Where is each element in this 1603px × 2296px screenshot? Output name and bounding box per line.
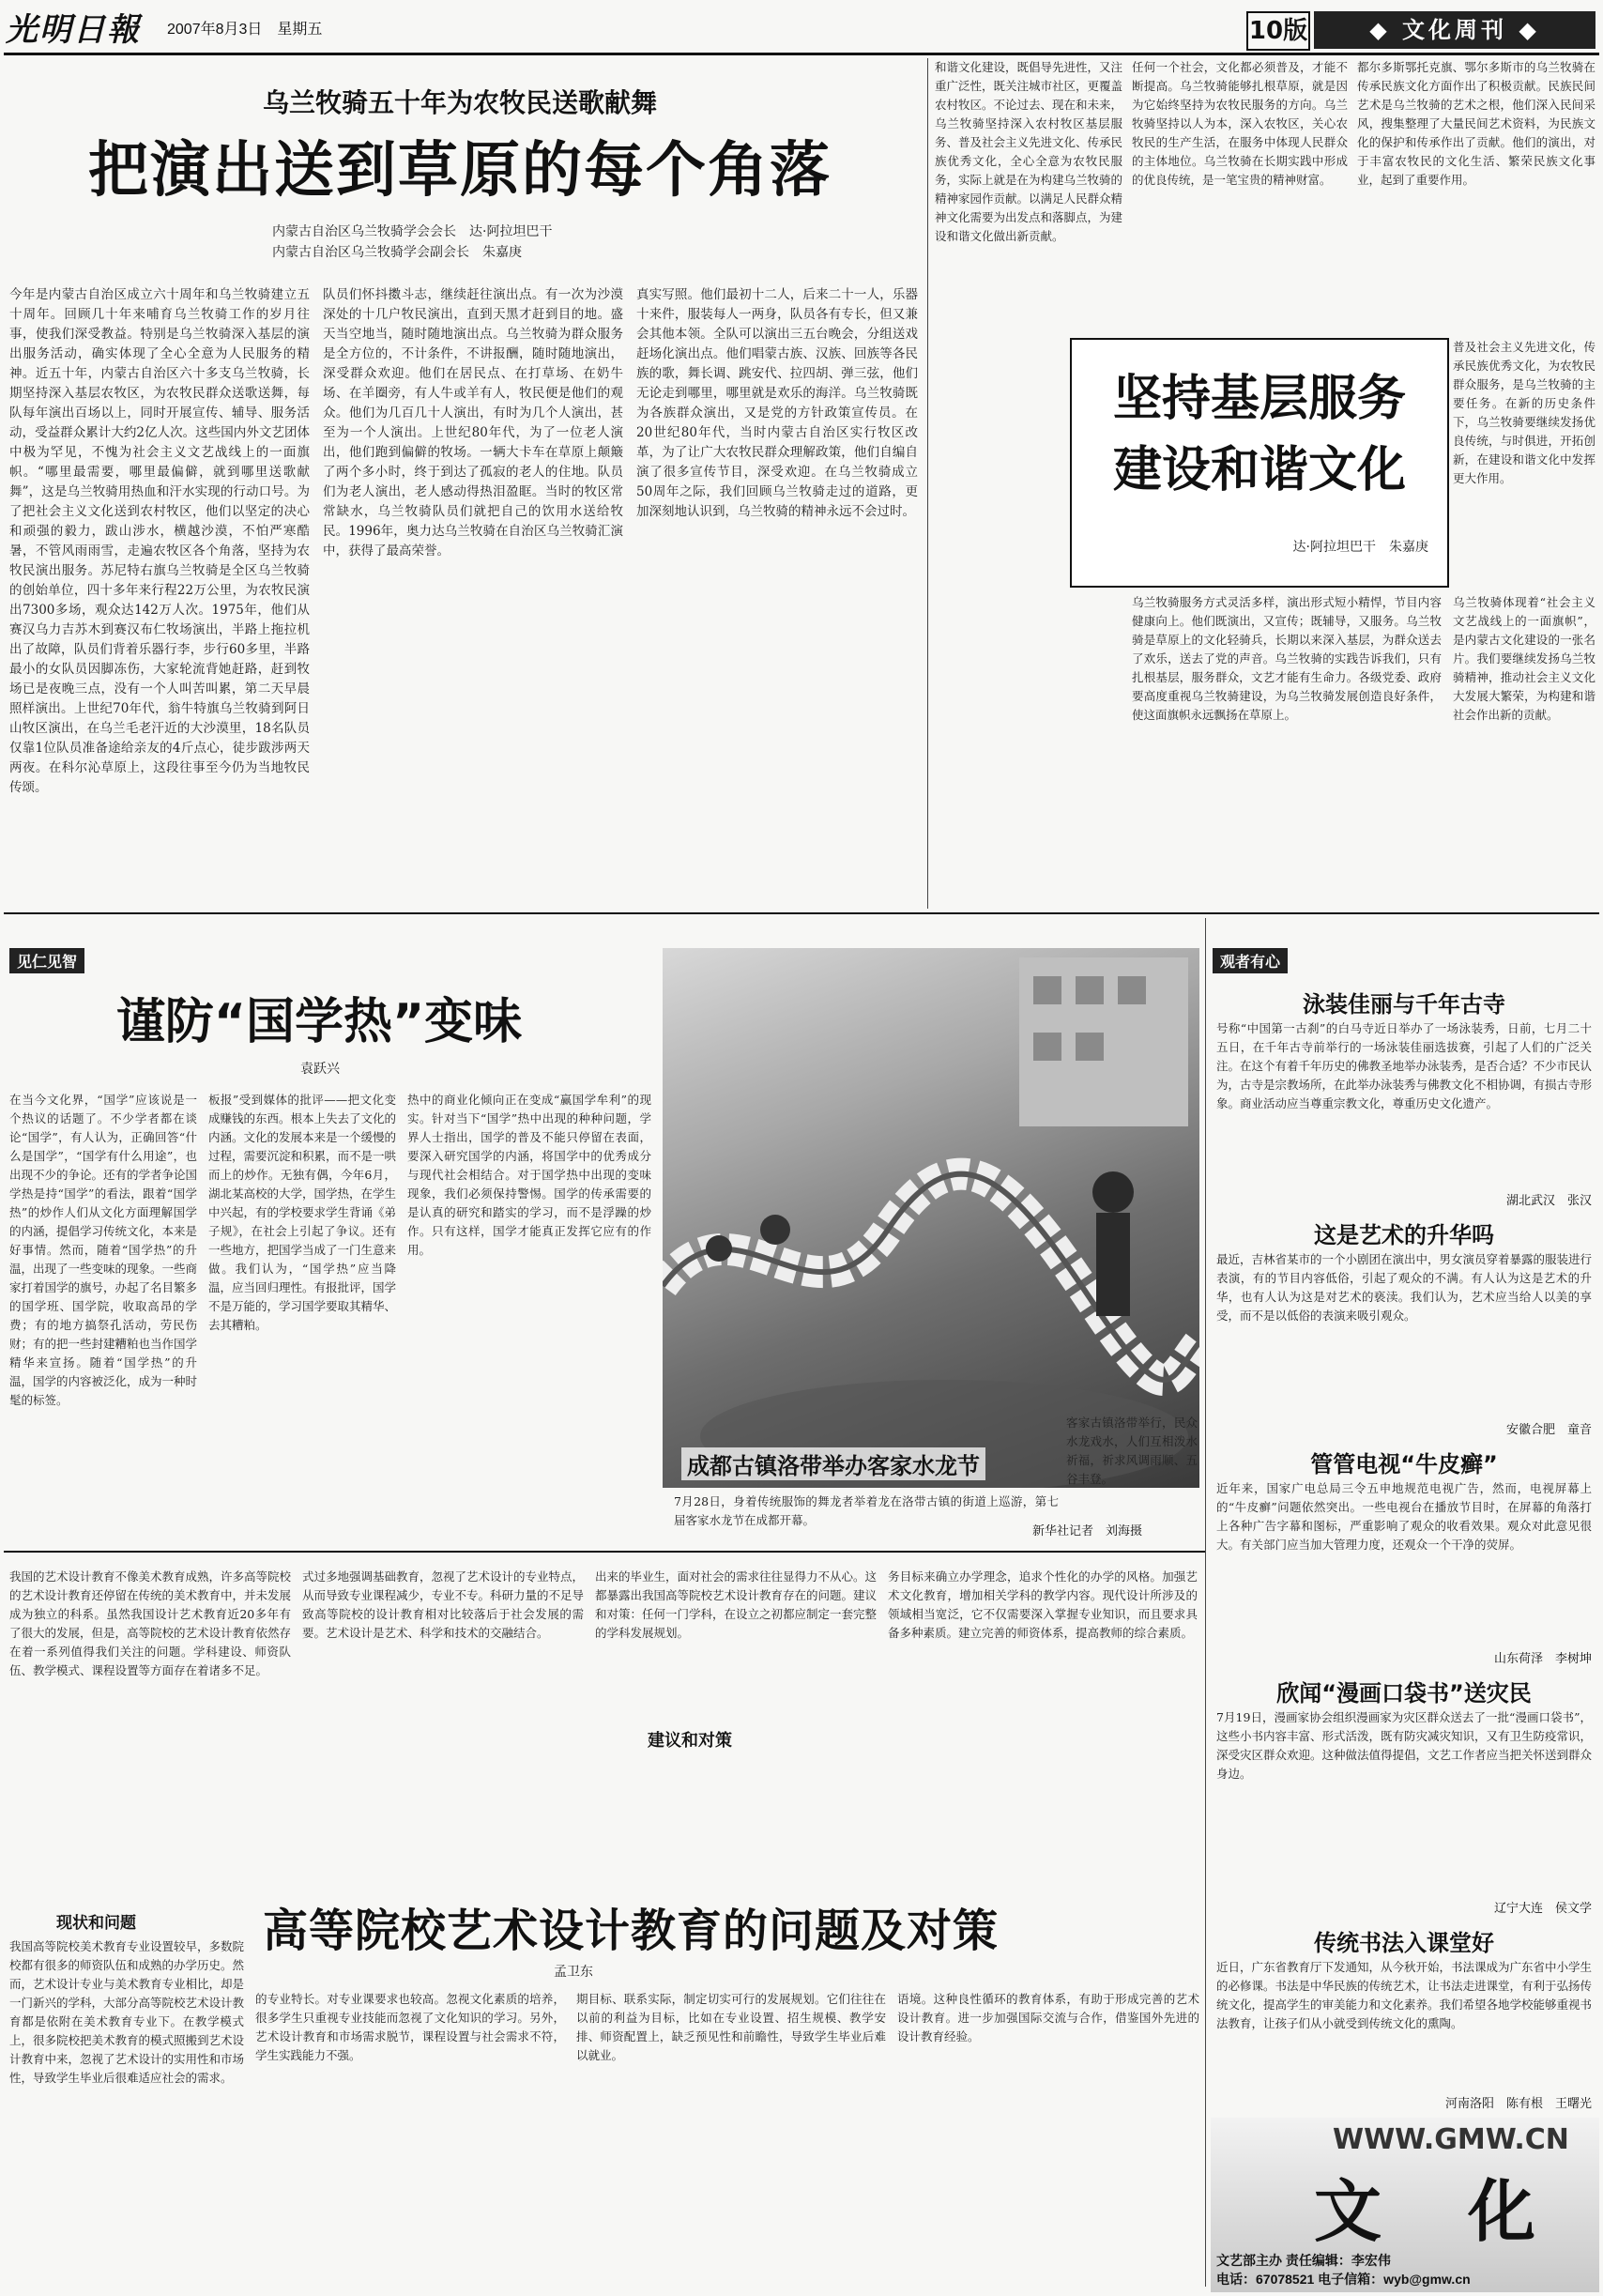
photo-caption-right: 客家古镇洛带举行，民众水龙戏水，人们互相泼水祈福，祈求风调雨顺、五谷丰登。 (1066, 1416, 1198, 1486)
letter-title-2: 这是艺术的升华吗 (1314, 1222, 1494, 1248)
letter-title-4: 欣闻“漫画口袋书”送灾民 (1276, 1680, 1532, 1707)
letter-body-1: 号称“中国第一古刹”的白马寺近日举办了一场泳装秀，日前，七月二十五日，在千年古寺前举行的一场泳装佳丽选拔赛，引起了人们的广泛关注。在这个有着千年历史的佛教圣地举办泳装秀，是否合适？不少市民认为，古寺是宗教场所，在此举办泳装秀与佛教文化不相协调，有损古寺形象。商业活动应当尊重宗教文化，尊重历史文化遗产。 (1216, 1021, 1592, 1110)
right-top-col5: 乌兰牧骑服务方式灵活多样，演出形式短小精悍，节目内容健康向上。他们既演出，又宣传；既辅导，又服务。乌兰牧骑是草原上的文化轻骑兵，长期以来深入基层，为群众送去了欢乐，送去了党的声音。乌兰牧骑的实践告诉我们，只有扎根基层，服务群众，文艺才能有生命力。各级党委、政府要高度重视乌兰牧骑建设，为乌兰牧骑发展创造良好条件，使这面旗帜永远飘扬在草原上。 (1132, 595, 1442, 722)
header-rule (4, 53, 1599, 55)
contact-line: 电话：67078521 电子信箱：wyb@gmw.cn (1216, 2272, 1471, 2287)
diamond-icon: ◆ (1507, 17, 1540, 43)
feature-box (1070, 338, 1449, 588)
bottom-author: 孟卫东 (554, 1965, 593, 1980)
column-author: 袁跃兴 (300, 1062, 340, 1077)
bottom-subhead-2: 建议和对策 (648, 1731, 732, 1751)
bottom-body-6: 的专业特长。对专业课要求也较高。忽视文化素质的培养，很多学生只重视专业技能而忽视了文化知识的学习。另外，艺术设计教育和市场需求脱节，课程设置与社会需求不符，学生实践能力不强。 (255, 1992, 565, 2062)
issue-date: 2007年8月3日 星期五 (167, 22, 323, 38)
section-name: 文化周刊 (1402, 17, 1507, 43)
letter-title-3: 管管电视“牛皮癣” (1310, 1451, 1498, 1477)
letter-author-4: 辽宁大连 侯文学 (1493, 1902, 1592, 1916)
right-top-col6: 乌兰牧骑体现着“社会主义文艺战线上的一面旗帜”，是内蒙古文化建设的一张名片。我们要继续发扬乌兰牧骑精神，推动社会主义文化大发展大繁荣，为构建和谐社会作出新的贡献。 (1453, 595, 1595, 722)
lead-author-1: 内蒙古自治区乌兰牧骑学会会长 达·阿拉坦巴干 (272, 224, 553, 239)
right-top-col4: 普及社会主义先进文化，传承民族优秀文化，为农牧民群众服务，是乌兰牧骑的主要任务。在新的历史条件下，乌兰牧骑要继续发扬优良传统，与时俱进，开拓创新，在建设和谐文化中发挥更大作用。 (1453, 340, 1595, 485)
bottom-body-2: 式过多地强调基础教育，忽视了艺术设计的专业特点，从而导致专业课程减少，专业不专。科研力量的不足导致高等院校的设计教育相对比较落后于社会发展的需要。艺术设计是艺术、科学和技术的交融结合。 (302, 1569, 584, 1640)
photo-illustration (663, 948, 1199, 1488)
right-top-col3: 都尔多斯鄂托克旗、鄂尔多斯市的乌兰牧骑在传承民族文化方面作出了积极贡献。民族民间艺术是乌兰牧骑的艺术之根，他们深入民间采风，搜集整理了大量民间艺术资料，为民族文化的保护和传承作出了贡献。他们的演出，对于丰富农牧民的文化生活、繁荣民族文化事业，起到了重要作用。 (1357, 60, 1595, 187)
bottom-subhead-1: 现状和问题 (56, 1914, 136, 1933)
photo-credit: 新华社记者 刘海摄 (1032, 1524, 1143, 1538)
right-tag-box (1213, 948, 1288, 973)
bottom-body-8: 语境。这种良性循环的教育体系，有助于形成完善的艺术设计教育。进一步加强国际交流与合作，借鉴国外先进的设计教育经验。 (897, 1992, 1199, 2043)
masthead-logo: 光明日報 (6, 11, 141, 49)
letter-author-1: 湖北武汉 张汉 (1505, 1194, 1592, 1208)
page-number: 10版 (1246, 11, 1310, 51)
site-url: WWW.GMW.CN (1333, 2123, 1569, 2156)
editor-line: 文艺部主办 责任编辑：李宏伟 (1216, 2253, 1391, 2268)
letter-author-3: 山东荷泽 李树坤 (1493, 1652, 1592, 1666)
feature-title-line1: 坚持基层服务 (1112, 371, 1406, 427)
column-body-3: 热中的商业化倾向正在变成“赢国学牟利”的现实。针对当下“国学”热中出现的种种问题，学界人士指出，国学的普及不能只停留在表面，要深入研究国学的内涵，将国学中的优秀成分与现代社会相结合。对于国学热中出现的变味现象，我们必须保持警惕。国学的传承需要的是认真的研究和踏实的学习，而不是浮躁的炒作。只有这样，国学才能真正发挥它应有的作用。 (407, 1093, 651, 1257)
bottom-body-4: 务目标来确立办学理念，追求个性化的办学的风格。加强艺术文化教育，增加相关学科的教学内容。现代设计所涉及的领域相当宽泛，它不仅需要深入掌握专业知识，而且要求具备多种素质。建立完善的师资体系，提高教师的综合素质。 (888, 1569, 1198, 1640)
right-top-col2: 任何一个社会，文化都必须普及，才能不断提高。乌兰牧骑能够扎根草原，就是因为它始终坚持为农牧民服务的方向。乌兰牧骑坚持以人为本，深入农牧区，关心农牧民的生产生活，在服务中体现人民群众的主体地位。乌兰牧骑在长期实践中形成的优良传统，是一笔宝贵的精神财富。 (1132, 60, 1348, 187)
column-body-1: 在当今文化界，“国学”应该说是一个热议的话题了。不少学者都在谈论“国学”，有人认为，正确回答“什么是国学”，“国学有什么用途”，也出现不少的争论。还有的学者争论国学热是持“国学”的看法，跟着“国学热”的炒作人们从文化方面理解国学的内涵，提倡学习传统文化，本来是好事情。然而，随着“国学热”的升温，出现了一些变味的现象。一些商家打着国学的旗号，办起了名目繁多的国学班、国学院，收取高昂的学费；有的地方搞祭孔活动，劳民伤财；有的把一些封建糟粕也当作国学精华来宣扬。随着“国学热”的升温，国学的内容被泛化，成为一种时髦的标签。 (9, 1093, 197, 1407)
letter-title-5: 传统书法入课堂好 (1314, 1930, 1494, 1956)
letter-body-5: 近日，广东省教育厅下发通知，从今秋开始，书法课成为广东省中小学生的必修课。书法是中华民族的传统艺术，让书法走进课堂，有利于弘扬传统文化，提高学生的审美能力和文化素养。我们希望各地学校能够重视书法教育，让孩子们从小就受到传统文化的熏陶。 (1216, 1960, 1592, 2030)
column-tag: 见仁见智 (9, 948, 84, 973)
right-top-col1: 和谐文化建设，既倡导先进性，又注重广泛性，既关注城市社区，更覆盖农村牧区。不论过去、现在和未来，乌兰牧骑坚持深入农村牧区基层服务、普及社会主义先进文化、传承民族优秀文化，全心全意为农牧民服务，实际上就是在为构建乌兰牧骑的精神家园作贡献。以满足人民群众精神文化需要为出发点和落脚点，为建设和谐文化做出新贡献。 (935, 60, 1122, 243)
bottom-body-3: 出来的毕业生，面对社会的需求往往显得力不从心。这都暴露出我国高等院校艺术设计教育存在的问题。建议和对策：任何一门学科，在设立之初都应制定一套完整的学科发展规划。 (595, 1569, 877, 1640)
section-rule-1 (4, 912, 1599, 914)
column-body-2: 板报”受到媒体的批评——把文化变成赚钱的东西。根本上失去了文化的内涵。文化的发展本来是一个缓慢的过程，需要沉淀和积累，而不是一哄而上的炒作。无独有偶，今年6月，湖北某高校的大学，国学热，在学生中兴起，有的学校要求学生背诵《弟子规》，在社会上引起了争议。还有一些地方，把国学当成了一门生意来做。我们认为，“国学热”应当降温，应当回归理性。有报批评，国学不是万能的，学习国学要取其精华、去其糟粕。 (208, 1093, 396, 1332)
lead-kicker: 乌兰牧骑五十年为农牧民送歌献舞 (262, 87, 657, 118)
dragon-festival-photo (663, 948, 1199, 1488)
letter-author-2: 安徽合肥 童音 (1505, 1423, 1592, 1437)
column-divider-right (1205, 918, 1206, 2287)
right-tag: 观者有心 (1213, 948, 1288, 973)
letter-title-1: 泳装佳丽与千年古寺 (1303, 991, 1505, 1018)
section-logo-text: 文 化 (1314, 2172, 1546, 2251)
photo-title: 成都古镇洛带举办客家水龙节 (681, 1447, 985, 1480)
letter-body-2: 最近，吉林省某市的一个小剧团在演出中，男女演员穿着暴露的服装进行表演，有的节目内容低俗，引起了观众的不满。有人认为这是艺术的升华，也有人认为这是对艺术的亵渎。我们认为，艺术应当给人以美的享受，而不是以低俗的表演来吸引观众。 (1216, 1252, 1592, 1323)
letter-body-3: 近年来，国家广电总局三令五申地规范电视广告，然而，电视屏幕上的“牛皮癣”问题依然突出。一些电视台在播放节目时，在屏幕的角落打上各种广告字幕和图标，严重影响了观众的收看效果。观众对此意见很大。有关部门应当加大管理力度，还观众一个干净的荧屏。 (1216, 1481, 1592, 1552)
lead-title: 把演出送到草原的每个角落 (88, 136, 832, 206)
column-title: 谨防“国学热”变味 (115, 994, 523, 1050)
lead-body-col3: 真实写照。他们最初十二人，后来二十一人，乐器十来件，服装每人一两身，队员各有专长，但又兼会其他本领。全队可以演出三五台晚会，分组送戏赶场化演出点。他们唱蒙古族、汉族、回族等各民族的歌，舞长调、跳安代、拉四胡、弹三弦，他们无论走到哪里，哪里就是欢乐的海洋。乌兰牧骑既为各族群众演出，又是党的方针政策宣传员。在20世纪80年代，当时内蒙古自治区实行牧区改革，为了让广大农牧民群众理解政策，他们自编自演了很多宣传节目，深受欢迎。在乌兰牧骑成立50周年之际，我们回顾乌兰牧骑走过的道路，更加深刻地认识到，乌兰牧骑的精神永远不会过时。 (636, 287, 918, 519)
letter-body-4: 7月19日，漫画家协会组织漫画家为灾区群众送去了一批“漫画口袋书”，这些小书内容丰富、形式活泼，既有防灾减灾知识，又有卫生防疫常识，深受灾区群众欢迎。这种做法值得提倡，文艺工作者应当把关怀送到群众身边。 (1216, 1710, 1592, 1781)
column-divider (927, 58, 928, 909)
photo-caption-left: 7月28日，身着传统服饰的舞龙者举着龙在洛带古镇的街道上巡游，第七届客家水龙节在成都开幕。 (674, 1494, 1059, 1527)
lead-body-col2: 队员们怀抖擞斗志，继续赶往演出点。有一次为沙漠深处的十几户牧民演出，直到天黑才赶到目的地。盛天当空地当，随时随地演出点。乌兰牧骑为群众服务是全方位的，不计条件，不讲报酬，随时随地演出，深受群众欢迎。他们在居民点、在打草场、在奶牛场、在羊圈旁，有人牛或羊有人，牧民便是他们的观众。他们为几百几十人演出，有时为几个人演出，甚至为一个人演出。上世纪80年代，为了一位老人演出，他们跑到偏僻的牧场。一辆大卡车在草原上颠簸了两个多小时，终于到达了孤寂的老人的住地。队员们为老人演出，老人感动得热泪盈眶。当时的牧区常常缺水，乌兰牧骑队员们就把自己的饮用水送给牧民。1996年，奥力达乌兰牧骑在自治区乌兰牧骑汇演中，获得了最高荣誉。 (323, 287, 623, 559)
bottom-title: 高等院校艺术设计教育的问题及对策 (263, 1905, 1000, 1957)
letter-author-5: 河南洛阳 陈有根 王曙光 (1444, 2097, 1592, 2111)
diamond-icon: ◆ (1369, 17, 1402, 43)
feature-title-line2: 建设和谐文化 (1112, 442, 1406, 498)
column-tag-box (9, 948, 84, 973)
section-logo-block (1211, 2118, 1599, 2292)
lead-body-col1: 今年是内蒙古自治区成立六十周年和乌兰牧骑建立五十周年。回顾几十年来哺育乌兰牧骑工作的岁月往事，使我们深受教益。特别是乌兰牧骑深入基层的演出服务活动，确实体现了全心全意为人民服务的精神。近五十年，内蒙古自治区六十多支乌兰牧骑，长期坚持深入基层农牧区，为农牧民群众送歌送舞，每队每年演出百场以上，同时开展宣传、辅导、服务活动，受益群众累计大约2亿人次。这些国内外文艺团体中极为罕见，不愧为社会主义文艺战线上的一面旗帜。“哪里最需要，哪里最偏僻，就到哪里送歌献舞”，这是乌兰牧骑用热血和汗水实现的行动口号。为了把社会主义文化送到农村牧区，他们以坚定的决心和顽强的毅力，跋山涉水，横越沙漠，不怕严寒酷暑，不管风雨雨雪，走遍农牧区各个角落，坚持为农牧民演出服务。苏尼特右旗乌兰牧骑是全区乌兰牧骑的创始单位，四十多年来行程22万公里，为农牧民演出7300多场，观众达142万人次。1975年，他们从赛汉乌力吉苏木到赛汉布仁牧场演出，半路上拖拉机出了故障，队员们背着乐器行李，步行60多里，半路最小的女队员因脚冻伤，大家轮流背她赶路，赶到牧场已是夜晚三点，没有一个人叫苦叫累，第二天早晨照样演出。上世纪70年代，翁牛特旗乌兰牧骑到阿日山牧区演出，在乌兰毛老汗近的大沙漠里，18名队员仅靠1位队员准备途给亲友的4斤点心，徒步跋涉两天两夜。在科尔沁草原上，这段往事至今仍为当地牧民传颂。 (9, 287, 310, 795)
bottom-body-5: 我国高等院校美术教育专业设置较早，多数院校都有很多的师资队伍和成熟的办学历史。然而，艺术设计专业与美术教育专业相比，却是一门新兴的学科，大部分高等院校艺术设计教育都是依附在美术教育专业下。在教学模式上，很多院校把美术教育的模式照搬到艺术设计教育中来，忽视了艺术设计的实用性和市场性，导致学生毕业后很难适应社会的需求。 (9, 1939, 244, 2085)
lead-author-2: 内蒙古自治区乌兰牧骑学会副会长 朱嘉庚 (272, 245, 522, 260)
section-rule-2 (4, 1551, 1205, 1553)
bottom-body-7: 期目标、联系实际，制定切实可行的发展规划。它们往往在以前的利益为目标，比如在专业设置、招生规模、教学安排、师资配置上，缺乏预见性和前瞻性，导致学生毕业后难以就业。 (576, 1992, 886, 2062)
bottom-body-1: 我国的艺术设计教育不像美术教育成熟，许多高等院校的艺术设计教育还停留在传统的美术教育中，并未发展成为独立的科系。虽然我国设计艺术教育近20多年有了很大的发展，但是，高等院校的艺术设计教育依然存在着一系列值得我们关注的问题。学科建设、师资队伍、教学模式、课程设置等方面存在着诸多不足。 (9, 1569, 291, 1677)
section-banner (1314, 11, 1595, 49)
feature-author: 达·阿拉坦巴干 朱嘉庚 (1292, 540, 1428, 555)
